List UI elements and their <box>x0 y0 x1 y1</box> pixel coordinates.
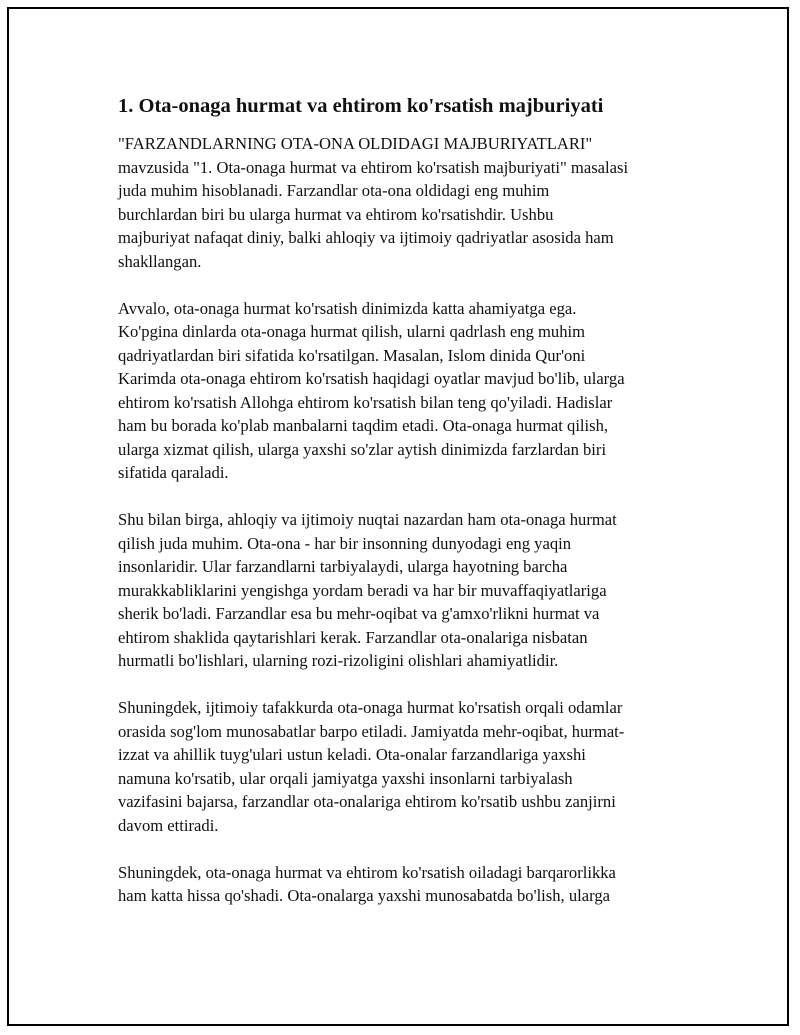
paragraph-2 <box>118 297 698 485</box>
text-line: Shuningdek, ota-onaga hurmat va ehtirom ko'rsatish oiladagi barqarorlikka <box>118 862 616 882</box>
text-line: orasida sog'lom munosabatlar barpo etiladi. Jamiyatda mehr-oqibat, hurmat- <box>118 721 625 741</box>
text-line: davom ettiradi. <box>118 815 219 835</box>
text-line: Avvalo, ota-onaga hurmat ko'rsatish dinimizda katta ahamiyatga ega. <box>118 298 577 318</box>
text-line: namuna ko'rsatib, ular orqali jamiyatga yaxshi insonlarni tarbiyalash <box>118 768 573 788</box>
paragraph-5 <box>118 861 698 908</box>
text-line: ham katta hissa qo'shadi. Ota-onalarga yaxshi munosabatda bo'lish, ularga <box>118 886 611 905</box>
text-line: ularga xizmat qilish, ularga yaxshi so'zlar aytish dinimizda farzlardan biri <box>118 439 607 459</box>
text-line: ehtirom ko'rsatish Allohga ehtirom ko'rsatish bilan teng qo'yiladi. Hadislar <box>118 392 613 412</box>
text-line: murakkabliklarini yengishga yordam beradi va har bir muvaffaqiyatlariga <box>118 580 607 600</box>
text-line: sifatida qaraladi. <box>118 463 229 482</box>
text-line: majburiyat nafaqat diniy, balki ahloqiy va ijtimoiy qadriyatlar asosida ham <box>118 228 614 247</box>
text-line: ham bu borada ko'plab manbalarni taqdim etadi. Ota-onaga hurmat qilish, <box>118 416 609 435</box>
text-line: mavzusida "1. Ota-onaga hurmat va ehtirom ko'rsatish majburiyati" masalasi <box>118 157 629 177</box>
text-line: Shu bilan birga, ahloqiy va ijtimoiy nuqtai nazardan ham ota-onaga hurmat <box>118 510 617 529</box>
document-body <box>118 93 698 931</box>
text-line: juda muhim hisoblanadi. Farzandlar ota-ona oldidagi eng muhim <box>118 181 550 200</box>
text-line: hurmatli bo'lishlari, ularning rozi-rizoligini olishlari ahamiyatlidir. <box>118 651 559 670</box>
text-line: izzat va ahillik tuyg'ulari ustun keladi. Ota-onalar farzandlariga yaxshi <box>118 745 586 764</box>
text-line: qadriyatlardan biri sifatida ko'rsatilgan. Masalan, Islom dinida Qur'oni <box>118 345 586 365</box>
paragraph-1 <box>118 132 698 273</box>
text-line: insonlaridir. Ular farzandlarni tarbiyalaydi, ularga hayotning barcha <box>118 557 568 576</box>
text-line: vazifasini bajarsa, farzandlar ota-onalariga ehtirom ko'rsatib ushbu zanjirni <box>118 792 616 811</box>
text-line: qilish juda muhim. Ota-ona - har bir insonning dunyodagi eng yaqin <box>118 533 572 553</box>
text-line: Shuningdek, ijtimoiy tafakkurda ota-onaga hurmat ko'rsatish orqali odamlar <box>118 698 623 717</box>
text-line: "FARZANDLARNING OTA-ONA OLDIDAGI MAJBURIYATLARI" <box>118 134 593 153</box>
paragraph-3 <box>118 508 698 673</box>
text-line: Ko'pgina dinlarda ota-onaga hurmat qilish, ularni qadrlash eng muhim <box>118 322 586 341</box>
text-line: burchlardan biri bu ularga hurmat va ehtirom ko'rsatishdir. Ushbu <box>118 204 554 224</box>
paragraph-4 <box>118 696 698 837</box>
section-heading: 1. Ota-onaga hurmat va ehtirom ko'rsatish majburiyati <box>118 95 604 117</box>
text-line: ehtirom shaklida qaytarishlari kerak. Farzandlar ota-onalariga nisbatan <box>118 627 588 647</box>
text-line: shakllangan. <box>118 251 202 271</box>
text-line: sherik bo'ladi. Farzandlar esa bu mehr-oqibat va g'amxo'rlikni hurmat va <box>118 604 600 623</box>
text-line: Karimda ota-onaga ehtirom ko'rsatish haqidagi oyatlar mavjud bo'lib, ularga <box>118 369 625 388</box>
